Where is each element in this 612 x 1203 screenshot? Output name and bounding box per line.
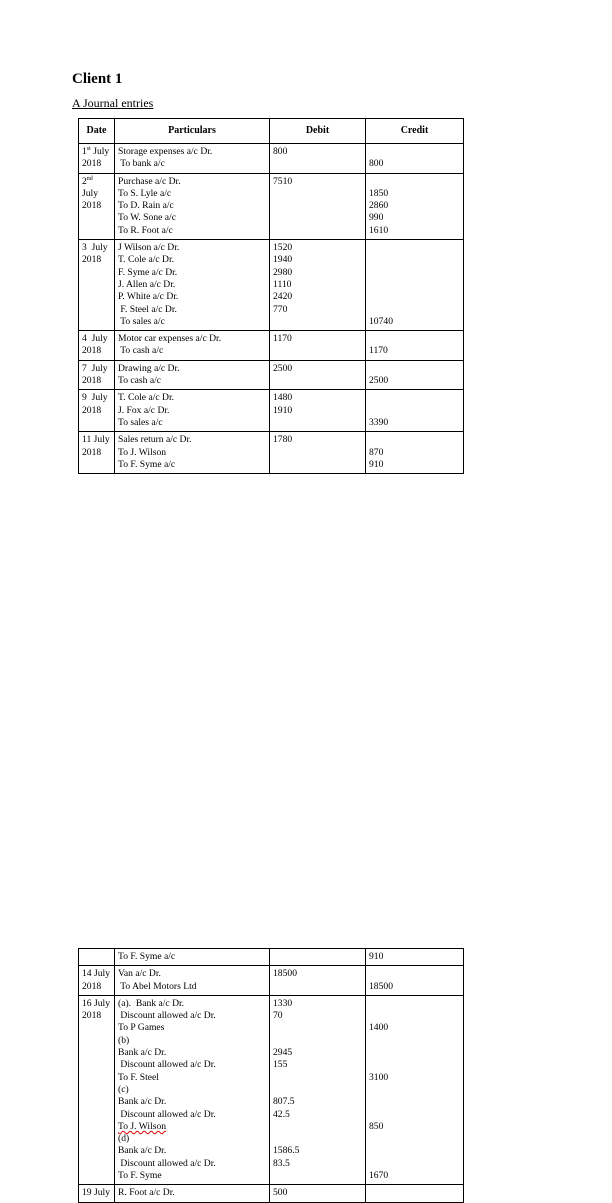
entry-date-cell (79, 949, 115, 966)
entry-particulars-line: To W. Sone a/c (118, 212, 176, 224)
entry-debit-line: 70 (273, 1010, 283, 1022)
entry-particulars-line: Drawing a/c Dr. (118, 362, 180, 374)
entry-debit-line: 2945 (273, 1047, 293, 1059)
entry-credit-cell (366, 240, 464, 331)
journal-body-part-1 (79, 144, 464, 474)
entry-debit-line: 2980 (273, 266, 293, 278)
column-header-credit: Credit (366, 119, 464, 144)
entry-credit-line (369, 254, 460, 266)
journal-entry-row (79, 360, 464, 390)
entry-credit-line: 1670 (369, 1170, 389, 1182)
entry-debit-cell (270, 1185, 366, 1202)
entry-debit-line: 18500 (273, 968, 297, 980)
entry-credit-line (369, 968, 460, 980)
entry-particulars-line: To J. Wilson (118, 1120, 167, 1132)
entry-debit-line (273, 1133, 362, 1145)
journal-entry-row (79, 949, 464, 966)
entry-credit-line (369, 392, 460, 404)
entry-credit-line (369, 1047, 460, 1059)
entry-date-line: 19 July (82, 1187, 110, 1199)
section-subtitle: A Journal entries (72, 96, 154, 110)
entry-particulars-line: To P Games (118, 1022, 165, 1034)
entry-credit-line (369, 333, 460, 345)
entry-debit-line (273, 951, 362, 963)
entry-particulars-line: J. Fox a/c Dr. (118, 404, 170, 416)
entry-credit-line (369, 405, 460, 417)
entry-date-cell (79, 390, 115, 432)
entry-debit-cell (270, 390, 366, 432)
entry-debit-cell (270, 966, 366, 996)
entry-debit-line (273, 417, 362, 429)
entry-debit-line: 155 (273, 1059, 288, 1071)
entry-date-line: 2018 (82, 375, 102, 387)
entry-debit-line: 1110 (273, 278, 292, 290)
entry-debit-cell (270, 995, 366, 1184)
entry-particulars-line: To cash a/c (118, 345, 164, 357)
entry-date-cell (79, 1185, 115, 1202)
entry-credit-cell (366, 173, 464, 239)
entry-debit-line: 500 (273, 1187, 288, 1199)
entry-date-cell (79, 966, 115, 996)
entry-particulars-line: F. Syme a/c Dr. (118, 266, 178, 278)
entry-debit-line (273, 447, 362, 459)
entry-debit-cell (270, 360, 366, 390)
entry-date-line: 2018 (82, 404, 102, 416)
entry-particulars-cell (115, 331, 270, 361)
entry-particulars-line: T. Cole a/c Dr. (118, 392, 175, 404)
entry-credit-line (369, 1035, 460, 1047)
entry-debit-line: 1910 (273, 404, 293, 416)
entry-credit-line (369, 998, 460, 1010)
entry-credit-cell (366, 1185, 464, 1202)
entry-particulars-line: Discount allowed a/c Dr. (118, 1059, 216, 1071)
entry-debit-line (273, 345, 362, 357)
entry-credit-line (369, 146, 460, 158)
entry-credit-line (369, 1133, 460, 1145)
entry-debit-line: 1520 (273, 242, 293, 254)
entry-credit-line (369, 267, 460, 279)
entry-credit-line (369, 176, 460, 188)
entry-date-line: 2018 (82, 254, 102, 266)
entry-date-line: 1st July (82, 145, 110, 157)
entry-particulars-line: To sales a/c (118, 315, 165, 327)
entry-credit-cell (366, 144, 464, 174)
entry-date-line: 16 July (82, 997, 110, 1009)
entry-debit-line (273, 1035, 362, 1047)
entry-credit-cell (366, 331, 464, 361)
entry-particulars-line: Motor car expenses a/c Dr. (118, 333, 222, 345)
entry-date-line: 9 July (82, 392, 108, 404)
entry-debit-line: 7510 (273, 175, 293, 187)
entry-credit-line (369, 1010, 460, 1022)
entry-credit-line: 910 (369, 951, 384, 962)
entry-particulars-line: To bank a/c (118, 158, 165, 170)
entry-particulars-line: To sales a/c (118, 416, 163, 428)
entry-particulars-line: Purchase a/c Dr. (118, 175, 181, 187)
entry-particulars-line: J Wilson a/c Dr. (118, 242, 180, 254)
table-header-row (79, 119, 464, 144)
entry-credit-line (369, 1158, 460, 1170)
entry-credit-line (369, 304, 460, 316)
entry-credit-line: 10740 (369, 315, 393, 327)
entry-date-cell (79, 995, 115, 1184)
entry-particulars-line: To F. Syme (118, 1170, 162, 1182)
entry-particulars-cell (115, 1185, 270, 1202)
entry-debit-line: 807.5 (273, 1096, 295, 1108)
journal-entry-row (79, 390, 464, 432)
entry-date-line: 2018 (82, 1010, 102, 1022)
entry-debit-line (273, 316, 362, 328)
entry-debit-line (273, 981, 362, 993)
entry-credit-cell (366, 390, 464, 432)
entry-debit-line (273, 459, 362, 471)
entry-debit-line: 2500 (273, 362, 293, 374)
entry-date-line: 2nd (82, 175, 93, 187)
entry-debit-cell (270, 949, 366, 966)
entry-date-line: 11 July (82, 434, 110, 446)
entry-credit-line (369, 363, 460, 375)
entry-date-line: 2018 (82, 158, 102, 170)
entry-date-line: 4 July (82, 333, 108, 345)
entry-date-line: 7 July (82, 362, 108, 374)
entry-debit-cell (270, 173, 366, 239)
entry-credit-line (369, 242, 460, 254)
entry-debit-line: 83.5 (273, 1157, 290, 1169)
entry-date-cell (79, 331, 115, 361)
entry-debit-line (273, 225, 362, 237)
entry-credit-line (369, 1096, 460, 1108)
entry-debit-line: 800 (273, 146, 288, 157)
entry-particulars-line: To S. Lyle a/c (118, 187, 172, 199)
entry-date-cell (79, 432, 115, 474)
entry-particulars-line: F. Steel a/c Dr. (118, 303, 177, 315)
journal-part-2-frame (0, 478, 612, 1199)
entry-particulars-line: P. White a/c Dr. (118, 291, 179, 303)
entry-credit-line (369, 1059, 460, 1071)
entry-date-line: 2018 (82, 446, 102, 458)
entry-credit-line: 1400 (369, 1022, 389, 1034)
entry-credit-cell (366, 966, 464, 996)
entry-debit-line: 770 (273, 303, 288, 315)
entry-debit-line (273, 1022, 362, 1034)
entry-particulars-cell (115, 360, 270, 390)
entry-credit-cell (366, 949, 464, 966)
entry-particulars-cell (115, 390, 270, 432)
entry-date-line: 2018 (82, 200, 102, 212)
entry-date-line: 2018 (82, 980, 102, 992)
entry-debit-line (273, 1084, 362, 1096)
entry-particulars-line: R. Foot a/c Dr. (118, 1187, 175, 1199)
entry-particulars-line: J. Allen a/c Dr. (118, 278, 176, 290)
entry-particulars-line: Discount allowed a/c Dr. (118, 1157, 216, 1169)
entry-debit-line: 2420 (273, 291, 293, 303)
entry-debit-cell (270, 432, 366, 474)
journal-entry-row (79, 331, 464, 361)
entry-particulars-line: To F. Steel (118, 1071, 159, 1083)
entry-debit-line (273, 1121, 362, 1133)
page-title: Client 1 (72, 71, 123, 87)
entry-debit-line (273, 1170, 362, 1182)
entry-credit-line (369, 1145, 460, 1157)
entry-credit-line (369, 1084, 460, 1096)
entry-credit-line (369, 1187, 460, 1199)
entry-particulars-line: To F. Syme a/c (118, 458, 176, 470)
entry-particulars-cell (115, 966, 270, 996)
journal-entry-row (79, 1185, 464, 1202)
entry-particulars-line: (b) (118, 1034, 130, 1046)
entry-debit-cell (270, 240, 366, 331)
journal-entry-row (79, 173, 464, 239)
entry-particulars-line: Van a/c Dr. (118, 968, 161, 980)
entry-particulars-cell (115, 144, 270, 174)
entry-particulars-line: Bank a/c Dr. (118, 1096, 167, 1108)
entry-particulars-line: T. Cole a/c Dr. (118, 254, 175, 266)
column-header-particulars: Particulars (115, 119, 270, 144)
entry-credit-line (369, 291, 460, 303)
entry-date-cell (79, 360, 115, 390)
entry-credit-line: 990 (369, 212, 384, 224)
journal-entry-row (79, 995, 464, 1184)
entry-particulars-cell (115, 949, 270, 966)
entry-credit-line: 850 (369, 1120, 384, 1132)
entry-credit-line: 1610 (369, 224, 389, 236)
entry-debit-line (273, 158, 362, 170)
entry-debit-line (273, 1072, 362, 1084)
journal-entry-row (79, 240, 464, 331)
entry-particulars-cell (115, 173, 270, 239)
entry-date-cell (79, 173, 115, 239)
entry-credit-line: 3390 (369, 416, 389, 428)
entry-credit-line: 2860 (369, 200, 389, 212)
entry-date-line: 14 July (82, 968, 110, 980)
entry-credit-cell (366, 432, 464, 474)
column-header-date: Date (79, 119, 115, 144)
entry-particulars-line: Sales return a/c Dr. (118, 434, 192, 446)
entry-credit-line: 1170 (369, 345, 388, 357)
entry-particulars-line: To Abel Motors Ltd (118, 980, 197, 992)
entry-debit-line: 1330 (273, 997, 293, 1009)
journal-part-1-frame (0, 0, 612, 470)
entry-credit-line: 1850 (369, 187, 389, 199)
entry-particulars-line: (d) (118, 1133, 130, 1145)
entry-particulars-line: To cash a/c (118, 375, 162, 387)
entry-debit-line: 1940 (273, 254, 293, 266)
journal-table-part-1 (78, 118, 464, 474)
entry-date-line (82, 951, 111, 963)
journal-entry-row (79, 432, 464, 474)
entry-particulars-line: Bank a/c Dr. (118, 1145, 167, 1157)
entry-date-line: 3 July (82, 242, 108, 254)
entry-credit-line: 3100 (369, 1071, 389, 1083)
entry-particulars-cell (115, 240, 270, 331)
entry-debit-line: 1170 (273, 333, 292, 345)
entry-debit-line: 1780 (273, 434, 293, 446)
journal-entry-row (79, 144, 464, 174)
entry-debit-cell (270, 144, 366, 174)
entry-debit-line (273, 212, 362, 224)
entry-credit-line: 800 (369, 158, 384, 170)
entry-date-line: July (82, 187, 98, 199)
entry-debit-line: 1480 (273, 392, 293, 404)
journal-table-part-2 (78, 948, 464, 1203)
entry-credit-line: 18500 (369, 980, 393, 992)
entry-particulars-line: (c) (118, 1083, 129, 1095)
entry-particulars-line: Discount allowed a/c Dr. (118, 1108, 216, 1120)
journal-entry-row (79, 966, 464, 996)
entry-credit-cell (366, 360, 464, 390)
entry-particulars-line: Bank a/c Dr. (118, 1047, 167, 1059)
entry-debit-line (273, 375, 362, 387)
entry-particulars-line: To D. Rain a/c (118, 200, 174, 212)
entry-date-line: 2018 (82, 345, 102, 357)
entry-particulars-line: To R. Foot a/c (118, 224, 173, 236)
entry-credit-line (369, 279, 460, 291)
entry-particulars-cell (115, 995, 270, 1184)
entry-debit-cell (270, 331, 366, 361)
journal-body-part-2 (79, 949, 464, 1203)
entry-particulars-line: Storage expenses a/c Dr. (118, 146, 213, 157)
entry-debit-line (273, 200, 362, 212)
entry-particulars-cell (115, 432, 270, 474)
entry-debit-line (273, 188, 362, 200)
entry-particulars-line: (a). Bank a/c Dr. (118, 997, 185, 1009)
entry-credit-line (369, 1109, 460, 1121)
entry-credit-line: 2500 (369, 375, 389, 387)
entry-particulars-line: To F. Syme a/c (118, 951, 176, 962)
column-header-debit: Debit (270, 119, 366, 144)
entry-particulars-line: To J. Wilson (118, 446, 167, 458)
entry-debit-line: 42.5 (273, 1108, 290, 1120)
entry-date-cell (79, 144, 115, 174)
entry-debit-line: 1586.5 (273, 1145, 300, 1157)
entry-credit-line: 870 (369, 446, 384, 458)
entry-credit-cell (366, 995, 464, 1184)
entry-date-cell (79, 240, 115, 331)
entry-particulars-line: Discount allowed a/c Dr. (118, 1010, 216, 1022)
entry-credit-line (369, 434, 460, 446)
entry-credit-line: 910 (369, 458, 384, 470)
